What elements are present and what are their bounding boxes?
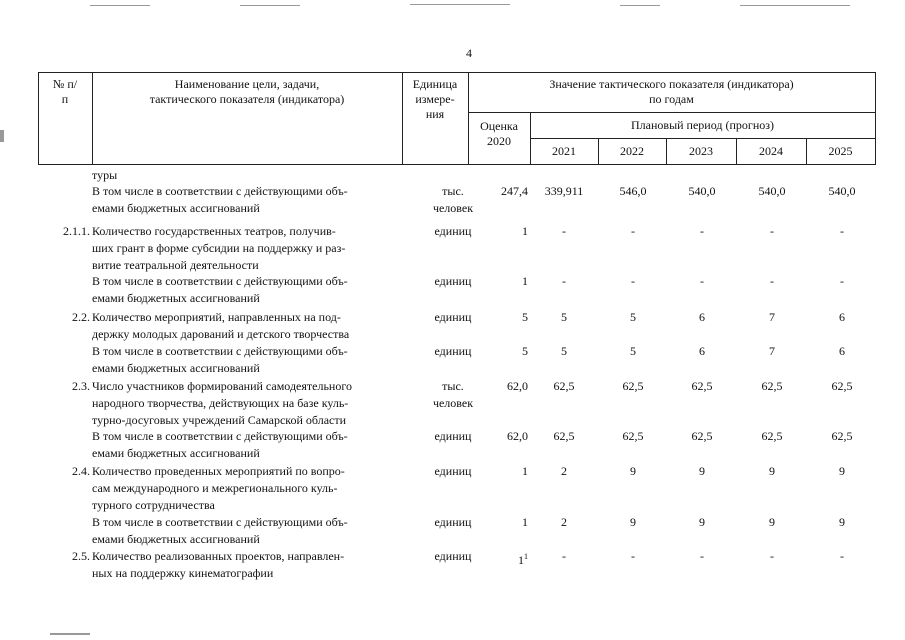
row-value (668, 273, 736, 290)
header-col-values-line: Значение тактического показателя (индикатора) (549, 77, 794, 91)
row-value-text: 5 (522, 310, 528, 324)
row-name (92, 223, 412, 274)
row-value (808, 514, 876, 531)
row-value-text: 9 (839, 515, 845, 529)
row-value-text: 9 (699, 464, 705, 478)
row-value (738, 514, 806, 531)
header-year: 2024 (759, 144, 783, 158)
continuation-text: туры (92, 168, 118, 182)
row-value-text: 62,0 (507, 429, 528, 443)
row-value (808, 428, 876, 445)
row-value (738, 463, 806, 480)
row-name-line: народного творчества, действующих на базе куль- (92, 396, 349, 410)
row-value-text: 9 (699, 515, 705, 529)
row-value (530, 223, 598, 240)
row-value (668, 463, 736, 480)
scan-artifact (740, 5, 850, 6)
row-value (808, 309, 876, 326)
header-estimate-line: 2020 (487, 134, 511, 148)
row-value-text: 62,5 (691, 379, 713, 393)
row-value-text: 62,5 (691, 429, 713, 443)
row-value-text: 62,5 (553, 379, 575, 393)
row-value-text: 1 (522, 274, 528, 288)
row-value (668, 548, 736, 565)
row-value (738, 343, 806, 360)
row-value-text: 5 (630, 310, 636, 324)
row-value-text: - (700, 224, 704, 238)
header-year: 2021 (552, 144, 576, 158)
header-plan-period: Плановый период (прогноз) (631, 118, 774, 132)
row-name-line: Количество государственных театров, получив- (92, 224, 336, 238)
row-value-text: - (770, 549, 774, 563)
row-value (808, 223, 876, 240)
row-value-text: 62,5 (831, 379, 853, 393)
row-value (530, 548, 598, 565)
row-value (738, 378, 806, 395)
header-col-unit-line: измере- (415, 92, 455, 106)
row-number: 2.2. (72, 310, 90, 324)
row-value (738, 273, 806, 290)
row-value-text: 5 (561, 344, 567, 358)
row-unit-line: единиц (434, 464, 472, 478)
row-value-text: 62,0 (507, 379, 528, 393)
row-unit-line: единиц (434, 224, 472, 238)
row-name (92, 183, 412, 217)
row-value (600, 343, 666, 360)
row-name (92, 463, 412, 514)
row-value-text: 5 (630, 344, 636, 358)
header-col-num-text: № п/п (52, 77, 78, 106)
row-value-text: 7 (769, 310, 775, 324)
row-value-text: 247,4 (501, 184, 528, 198)
row-number: 2.4. (72, 464, 90, 478)
row-value-text: 5 (561, 310, 567, 324)
row-name (92, 273, 412, 307)
row-name-line: В том числе в соответствии с действующими объ- (92, 429, 348, 443)
row-name-line: витие театральной деятельности (92, 258, 259, 272)
row-value (530, 343, 598, 360)
header-divider (530, 138, 875, 139)
row-value-text: 6 (839, 310, 845, 324)
row-value (530, 378, 598, 395)
row-value (808, 548, 876, 565)
page-number: 4 (466, 46, 472, 60)
row-value-text: - (770, 224, 774, 238)
row-value-text: 62,5 (622, 429, 644, 443)
row-value (600, 548, 666, 565)
row-value-text: 62,5 (622, 379, 644, 393)
row-name-line: Количество мероприятий, направленных на под- (92, 310, 341, 324)
row-name-line: Количество реализованных проектов, направлен- (92, 549, 345, 563)
row-value (530, 514, 598, 531)
row-value (466, 378, 528, 395)
header-col-values (468, 77, 875, 107)
row-value (466, 428, 528, 445)
row-value-text: 62,5 (761, 379, 783, 393)
row-name-line: ших грант в форме субсидии на поддержку и раз- (92, 241, 346, 255)
row-name-line: держку молодых дарований и детского творчества (92, 327, 350, 341)
header-estimate (468, 119, 530, 149)
row-unit-line: единиц (434, 310, 472, 324)
row-number: 2.3. (72, 379, 90, 393)
row-name-line: турно-досуговых учреждений Самарской области (92, 413, 347, 427)
header-col-name (92, 77, 402, 107)
row-name-line: В том числе в соответствии с действующими объ- (92, 184, 348, 198)
row-value (738, 223, 806, 240)
row-name-line: Количество проведенных мероприятий по вопро- (92, 464, 345, 478)
row-value (600, 309, 666, 326)
row-name (92, 548, 412, 582)
row-value (738, 183, 806, 200)
row-value (530, 463, 598, 480)
row-value (600, 514, 666, 531)
row-value-text: - (631, 224, 635, 238)
row-value-text: - (562, 274, 566, 288)
row-value-text: 6 (699, 310, 705, 324)
row-value-text: - (562, 549, 566, 563)
row-value-text: 9 (839, 464, 845, 478)
row-name-line: емами бюджетных ассигнований (92, 291, 260, 305)
row-name-line: В том числе в соответствии с действующими объ- (92, 274, 348, 288)
row-value (668, 428, 736, 445)
header-col-unit-line: ния (425, 107, 445, 121)
row-value (530, 428, 598, 445)
row-value-text: - (562, 224, 566, 238)
row-value-text: 540,0 (688, 184, 716, 198)
row-value-text: 9 (630, 515, 636, 529)
scan-artifact (620, 5, 660, 6)
row-name-line: Число участников формирований самодеятельного (92, 379, 352, 393)
header-col-name-line: Наименование цели, задачи, (174, 77, 320, 91)
row-value (466, 273, 528, 290)
row-value-text: 1 (522, 464, 528, 478)
row-value (600, 183, 666, 200)
row-value-text: 6 (839, 344, 845, 358)
row-value-text: - (631, 274, 635, 288)
header-year: 2025 (828, 144, 853, 158)
row-value (738, 428, 806, 445)
header-estimate-line: Оценка (480, 119, 518, 133)
row-value-text: 6 (699, 344, 705, 358)
header-col-name-line: тактического показателя (индикатора) (149, 92, 345, 106)
row-value-text: 2 (561, 464, 567, 478)
header-col-num (38, 77, 92, 107)
row-value (466, 548, 528, 569)
row-value (668, 514, 736, 531)
row-value (530, 273, 598, 290)
row-unit-line: человек (432, 201, 474, 215)
row-value (466, 223, 528, 240)
row-value-text: 9 (630, 464, 636, 478)
row-value (600, 428, 666, 445)
row-unit-line: единиц (434, 274, 472, 288)
scan-artifact (50, 633, 90, 635)
row-unit-line: тыс. (442, 379, 464, 393)
row-unit-line: единиц (434, 515, 472, 529)
header-year: 2023 (689, 144, 713, 158)
row-value-text: - (770, 274, 774, 288)
row-name (92, 428, 412, 462)
row-name-line: сам международного и межрегионального куль- (92, 481, 338, 495)
row-name (92, 514, 412, 548)
row-unit-line: тыс. (442, 184, 464, 198)
header-col-values-line: по годам (649, 92, 694, 106)
row-value (466, 183, 528, 200)
row-value-text: 540,0 (828, 184, 856, 198)
row-value-text: 62,5 (553, 429, 575, 443)
row-value (808, 343, 876, 360)
row-value-text: 1 (522, 224, 528, 238)
row-value (808, 183, 876, 200)
header-col-unit-line: Единица (412, 77, 458, 91)
row-value-text: 2 (561, 515, 567, 529)
row-name-line: емами бюджетных ассигнований (92, 532, 260, 546)
row-value (738, 548, 806, 565)
row-value (530, 183, 598, 200)
footnote-marker: 1 (524, 552, 528, 561)
header-year: 2022 (620, 144, 644, 158)
row-value (808, 463, 876, 480)
row-value (668, 183, 736, 200)
row-name (92, 309, 412, 343)
row-number: 2.5. (72, 549, 90, 563)
header-col-unit (402, 77, 468, 122)
row-value (600, 463, 666, 480)
row-name-line: В том числе в соответствии с действующими объ- (92, 344, 348, 358)
row-name-line: емами бюджетных ассигнований (92, 201, 260, 215)
row-name (92, 343, 412, 377)
row-value (466, 343, 528, 360)
row-value-text: 540,0 (758, 184, 786, 198)
row-unit-line: единиц (434, 549, 472, 563)
row-value-text: 9 (769, 515, 775, 529)
row-value-text: - (700, 274, 704, 288)
scan-artifact (0, 130, 4, 142)
row-value (668, 378, 736, 395)
row-value-text: - (700, 549, 704, 563)
row-value (600, 273, 666, 290)
row-value (738, 309, 806, 326)
row-value (466, 463, 528, 480)
row-value (600, 223, 666, 240)
row-value-text: 339,911 (544, 184, 584, 198)
row-value (668, 223, 736, 240)
scan-artifact (90, 5, 150, 6)
row-value-text: 7 (769, 344, 775, 358)
row-value-text: - (631, 549, 635, 563)
header-divider (468, 112, 875, 113)
row-value (668, 309, 736, 326)
row-unit-line: человек (432, 396, 474, 410)
row-name-line: турного сотрудничества (92, 498, 215, 512)
row-value-text: - (840, 224, 844, 238)
row-value-text: 62,5 (831, 429, 853, 443)
row-name-line: емами бюджетных ассигнований (92, 446, 260, 460)
row-value (466, 514, 528, 531)
row-value-text: 1 (518, 553, 524, 567)
row-value (808, 273, 876, 290)
row-value (466, 309, 528, 326)
row-value-text: 1 (522, 515, 528, 529)
row-name-line: В том числе в соответствии с действующими объ- (92, 515, 348, 529)
row-value-text: 9 (769, 464, 775, 478)
row-value (808, 378, 876, 395)
row-value-text: - (840, 549, 844, 563)
row-value-text: - (840, 274, 844, 288)
row-unit-line: единиц (434, 344, 472, 358)
row-value (668, 343, 736, 360)
row-name-line: ных на поддержку кинематографии (92, 566, 274, 580)
row-number: 2.1.1. (63, 224, 90, 238)
row-value (600, 378, 666, 395)
row-name-line: емами бюджетных ассигнований (92, 361, 260, 375)
row-value-text: 62,5 (761, 429, 783, 443)
scan-artifact (240, 5, 300, 6)
row-value-text: 5 (522, 344, 528, 358)
row-value (530, 309, 598, 326)
row-unit-line: единиц (434, 429, 472, 443)
scan-artifact (410, 4, 510, 5)
row-name (92, 378, 412, 429)
row-value-text: 546,0 (619, 184, 647, 198)
